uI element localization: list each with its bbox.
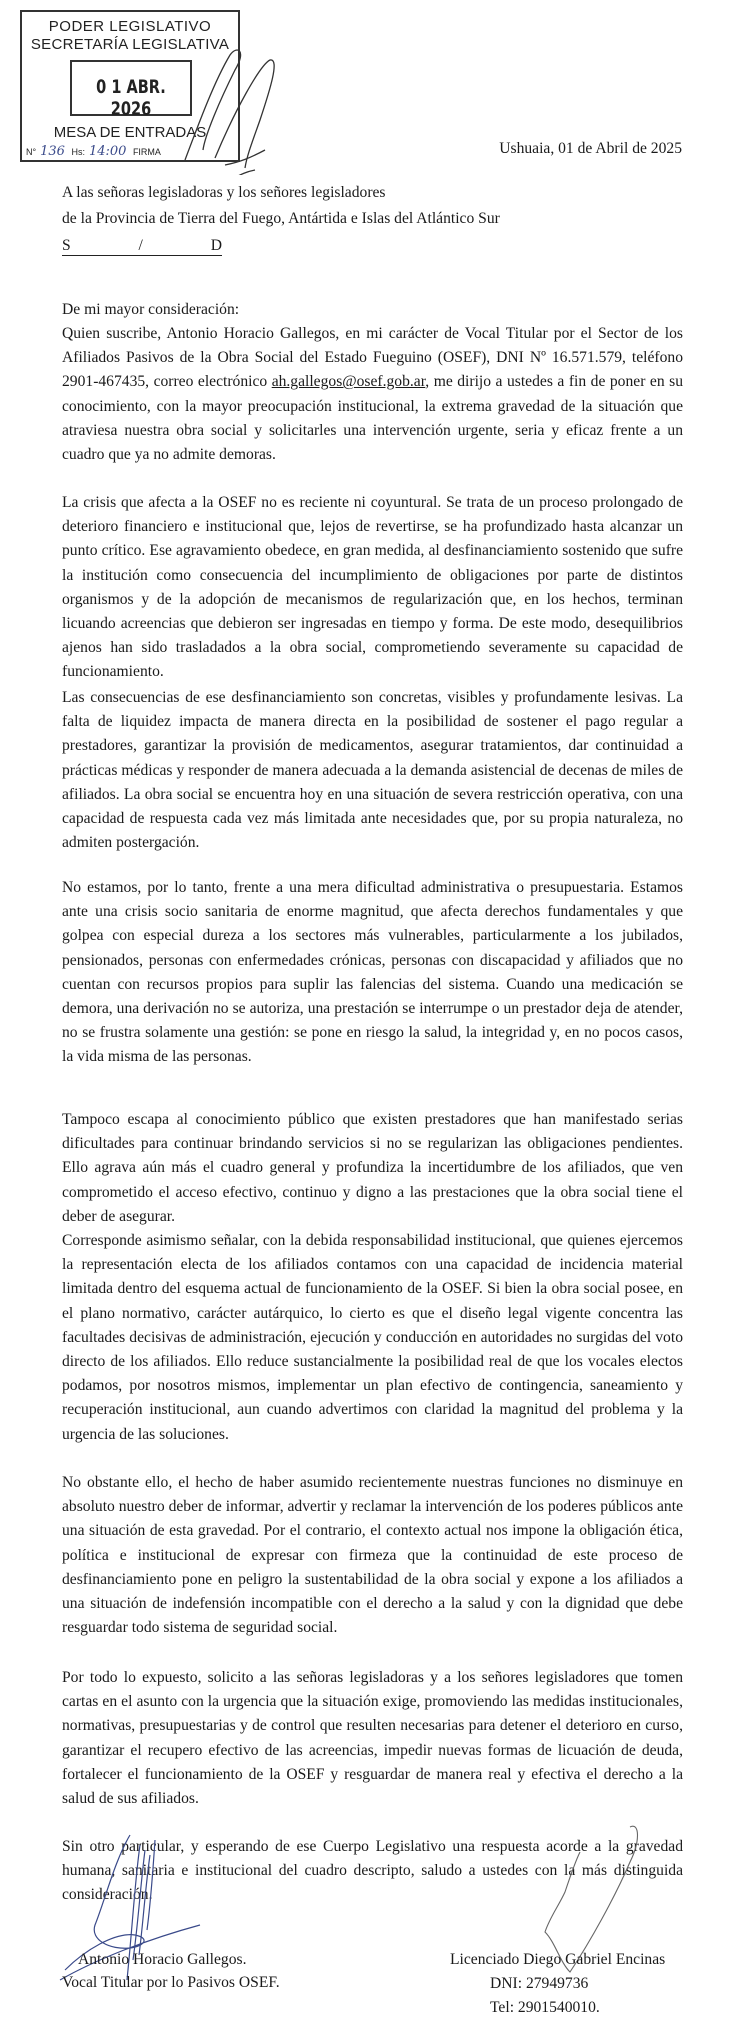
p1-text-a: Quien suscribe, Antonio Horacio Gallegos, en mi carácter de Vocal Titular por el Sector de los Afiliados Pasivos de la Obra Social del Estado Fueguino (OSEF), DNI Nº 16.571.579, teléfono 2901-467435, correo electrónico	[62, 325, 683, 391]
paragraph-4: No estamos, por lo tanto, frente a una mera dificultad administrativa o presupuestaria. Estamos ante una crisis socio sanitaria de enorme magnitud, que afecta derechos fundamentales y que golpea con especial dureza a los sectores más vulnerables, particularmente a los jubilados, pensionados, personas con enfermedades crónicas, personas con discapacidad y afiliados que no cuentan con recursos propios para suplir las falencias del sistema. Cuando una medicación se demora, una derivación no se autoriza, una prestación se interrumpe o un prestador deja de atender, no se frustra solamente una gestión: se pone en riesgo la salud, la integridad y, en no pocos casos, la vida misma de las personas.	[62, 879, 683, 1066]
salutation: De mi mayor consideración:	[62, 301, 240, 318]
sd-slash: /	[138, 237, 143, 254]
p1-text-b: , me dirijo a ustedes a fin de poner en su conocimiento, con la mayor preocupación institucional, la extrema gravedad de la situación que atraviesa nuestra obra social y solicitarles una intervención urgente, seria y eficaz frente a un cuadro que ya no admite demoras.	[62, 373, 683, 464]
paragraph-8: Por todo lo expuesto, solicito a las señoras legisladoras y a los señores legisladores que tomen cartas en el asunto con la urgencia que la situación exige, promoviendo las medidas institucionales, normativas, presupuestarias y de control que resulten necesarias para detener el deterioro en curso, garantizar el recupero efectivo de las acreencias, impedir nuevas formas de licuación de deuda, fortalecer el funcionamiento de la OSEF y resguardar de manera real y efectiva el derecho a la salud de sus afiliados.	[62, 1669, 683, 1808]
signer-right-tel: Tel: 2901540010.	[490, 1999, 600, 2016]
stamp-number-label: N°	[26, 147, 37, 157]
stamp-date-box	[70, 60, 192, 120]
stamp-signature-label: FIRMA	[132, 147, 161, 157]
stamp-signature-scribble-icon	[175, 40, 295, 175]
stamp-hours-value: 14:00	[88, 144, 127, 159]
stamp-date: 0 1 ABR. 2026	[96, 76, 166, 120]
paragraph-9: Sin otro particular, y esperando de ese Cuerpo Legislativo una respuesta acorde a la gravedad humana, sanitaria e institucional del cuadro descripto, saludo a ustedes con la más distinguida consideración.	[62, 1838, 683, 1904]
stamp-number-value: 136	[40, 144, 65, 159]
paragraph-7: No obstante ello, el hecho de haber asumido recientemente nuestras funciones no disminuye en absoluto nuestro deber de informar, advertir y reclamar la intervención de los poderes públicos ante una situación de esta gravedad. Por el contrario, el contexto actual nos impone la obligación ética, política e institucional de expresar con firmeza que la continuidad de este proceso de desfinanciamiento pone en peligro la sustentabilidad de la obra social y expone a los afiliados a una situación de indefensión incompatible con el derecho a la salud y con la dignidad que debe resguardar todo sistema de seguridad social.	[62, 1474, 683, 1637]
sd-d: D	[210, 237, 222, 254]
signer-left-name: Antonio Horacio Gallegos.	[78, 1951, 247, 1968]
signature-block-left	[62, 1948, 280, 1994]
signer-right-dni: DNI: 27949736	[490, 1975, 589, 1992]
paragraph-3: Las consecuencias de ese desfinanciamiento son concretas, visibles y profundamente lesivas. La falta de liquidez impacta de manera directa en la posibilidad de sostener el pago regular a prestadores, garantizar la provisión de medicamentos, asegurar tratamientos, dar continuidad a prácticas médicas y responder de manera adecuada a la demanda asistencial de decenas de miles de afiliados. La obra social se encuentra hoy en una situación de severa restricción operativa, con una capacidad de respuesta cada vez más limitada ante necesidades que, por su propia naturaleza, no admiten postergación.	[62, 689, 683, 852]
stamp-department: SECRETARÍA LEGISLATIVA	[30, 36, 230, 53]
paragraph-2: La crisis que afecta a la OSEF no es reciente ni coyuntural. Se trata de un proceso prolongado de deterioro financiero e institucional que, lejos de revertirse, se ha profundizado hasta alcanzar un punto crítico. Ese agravamiento obedece, en gran medida, al desfinanciamiento sostenido que sufre la institución como consecuencia del incumplimiento de obligaciones por parte de distintos organismos y de la adopción de mecanismos de regularización que, en los hechos, terminan licuando acreencias que debieron ser ingresadas en tiempo y forma. De este modo, desequilibrios ajenos han sido trasladados a la obra social, comprometiendo severamente su capacidad de funcionamiento.	[62, 494, 683, 681]
addressee-line-1: A las señoras legisladoras y los señores legisladores	[62, 184, 386, 201]
paragraph-5: Tampoco escapa al conocimiento público que existen prestadores que han manifestado serias dificultades para continuar brindando servicios si no se regularizan las obligaciones pendientes. Ello agrava aún más el cuadro general y profundiza la incertidumbre de los afiliados, que ven comprometido el acceso efectivo, continuo y digno a las prestaciones que la obra social tiene el deber de asegurar.	[62, 1111, 683, 1225]
sd-s: S	[62, 237, 71, 254]
paragraph-6: Corresponde asimismo señalar, con la debida responsabilidad institucional, que quienes ejercemos la representación electa de los afiliados contamos con una capacidad de incidencia material limitada dentro del esquema actual de funcionamiento de la OSEF. Si bien la obra social posee, en el plano normativo, carácter autárquico, lo cierto es que el diseño legal vigente concentra las facultades decisivas de administración, ejecución y conducción en autoridades no surgidas del voto directo de los afiliados. Ello reduce sustancialmente la posibilidad real de que los vocales electos podamos, por nosotros mismos, implementar un plan efectivo de contingencia, saneamiento y recuperación institucional, aun cuando advertimos con claridad la magnitud del problema y la urgencia de las soluciones.	[62, 1232, 683, 1443]
stamp-entry-line	[26, 144, 165, 159]
paragraph-1	[62, 322, 683, 467]
signer-right-name: Licenciado Diego Gabriel Encinas	[450, 1951, 666, 1968]
stamp-institution: PODER LEGISLATIVO	[48, 18, 212, 35]
addressee-line-2: de la Provincia de Tierra del Fuego, Antártida e Islas del Atlántico Sur	[62, 210, 500, 227]
signer-left-title: Vocal Titular por lo Pasivos OSEF.	[62, 1974, 280, 1991]
stamp-hours-label: Hs:	[71, 147, 85, 157]
signature-block-right	[450, 1948, 665, 2020]
su-despacho	[62, 237, 222, 256]
stamp-office: MESA DE ENTRADAS	[53, 124, 207, 141]
place-date: Ushuaia, 01 de Abril de 2025	[499, 140, 682, 157]
email-link[interactable]: ah.gallegos@osef.gob.ar	[271, 373, 426, 391]
